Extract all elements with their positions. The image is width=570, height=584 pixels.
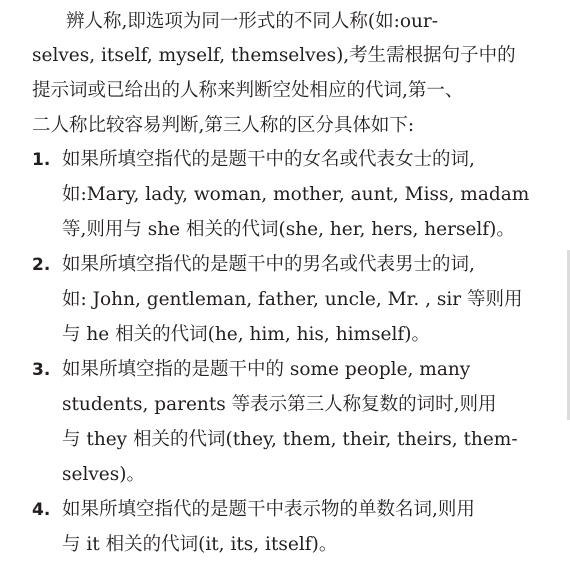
- item-text: students, parents 等表示第三人称复数的词时,则用: [62, 394, 497, 415]
- item-text: 如: John, gentleman, father, uncle, Mr. , sir 等则用: [62, 289, 523, 310]
- list-item-2-line: [0, 283, 556, 317]
- intro-text: 二人称比较容易判断,第三人称的区分具体如下:: [32, 115, 415, 136]
- list-item-1-line: [0, 213, 556, 247]
- item-text: 如:Mary, lady, woman, mother, aunt, Miss, madam: [62, 184, 530, 205]
- intro-line: [0, 5, 556, 39]
- list-item-4: [0, 493, 556, 527]
- item-number: 1.: [32, 150, 51, 170]
- intro-text: 提示词或已给出的人称来判断空处相应的代词,第一、: [32, 80, 464, 101]
- list-item-3-line: [0, 423, 556, 457]
- list-item-3-line: [0, 458, 556, 492]
- item-text: 等,则用与 she 相关的代词(she, her, hers, herself)。: [62, 219, 515, 240]
- list-item-1: [0, 143, 556, 177]
- list-item-2-line: [0, 318, 556, 352]
- item-text: 如果所填空指代的是题干中的男名或代表男士的词,: [62, 254, 475, 275]
- intro-line: [0, 74, 556, 108]
- list-item-2: [0, 248, 556, 282]
- list-item-3: [0, 353, 556, 387]
- intro-text: 辨人称,即选项为同一形式的不同人称(如:our-: [66, 11, 438, 32]
- intro-text: selves, itself, myself, themselves),考生需根据句子中的: [32, 45, 516, 66]
- item-text: 与 it 相关的代词(it, its, itself)。: [62, 534, 338, 555]
- item-number: 4.: [32, 500, 51, 520]
- item-text: 如果所填空指的是题干中的 some people, many: [62, 359, 471, 380]
- list-item-4-line: [0, 528, 556, 562]
- intro-line: [0, 39, 556, 73]
- item-number: 3.: [32, 360, 51, 380]
- item-text: 与 they 相关的代词(they, them, their, theirs, them-: [62, 429, 518, 450]
- item-text: 与 he 相关的代词(he, him, his, himself)。: [62, 324, 430, 345]
- item-text: 如果所填空指代的是题干中的女名或代表女士的词,: [62, 149, 475, 170]
- intro-line: [0, 109, 556, 143]
- item-text: 如果所填空指代的是题干中表示物的单数名词,则用: [62, 499, 475, 520]
- item-text: selves)。: [62, 464, 145, 485]
- list-item-1-line: [0, 178, 556, 212]
- list-item-3-line: [0, 388, 556, 422]
- item-number: 2.: [32, 255, 51, 275]
